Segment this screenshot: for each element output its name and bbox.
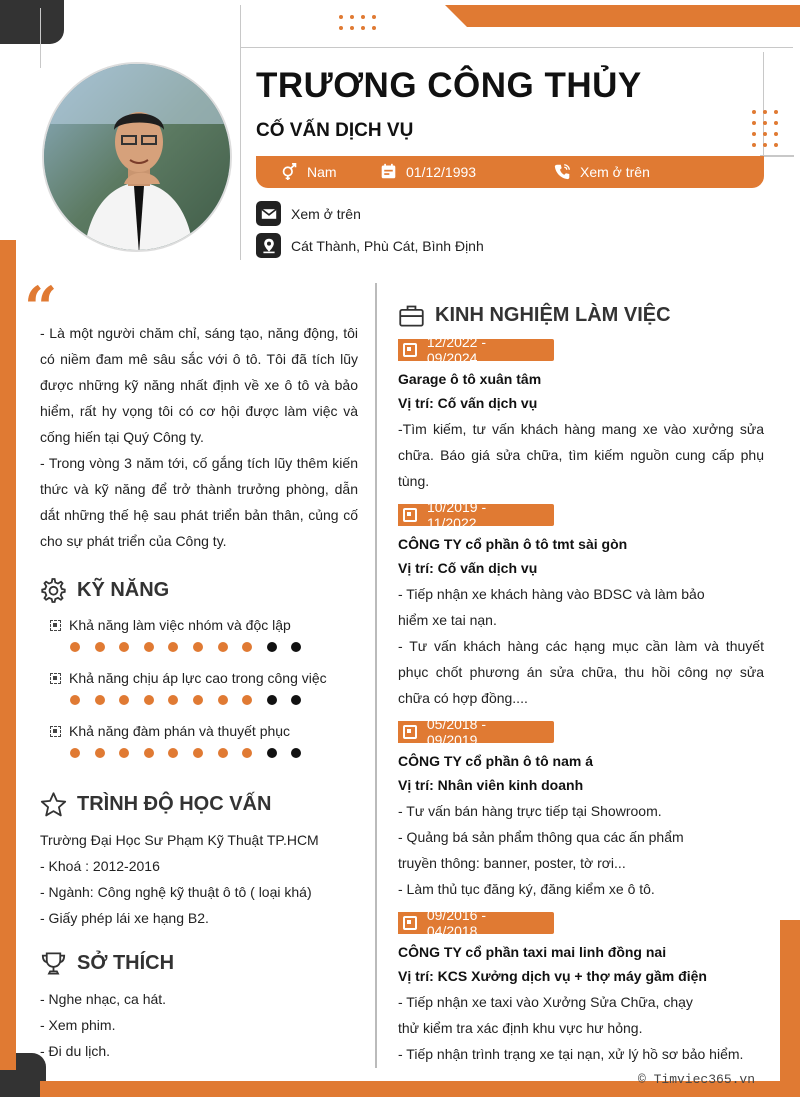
skill-rating-dot: [267, 642, 277, 652]
skill-rating-dot: [193, 642, 203, 652]
skill-rating-dot: [291, 642, 301, 652]
gear-icon: [40, 577, 67, 604]
position: Vị trí: KCS Xưởng dịch vụ + thợ máy gầm điện: [398, 968, 707, 984]
skill-rating-dot: [144, 642, 154, 652]
about-paragraph: - Là một người chăm chỉ, sáng tạo, năng động, tôi có niềm đam mê sâu sắc với ô tô. Tôi đã tích lũy được những kỹ năng nhất định về xe ô tô và bảo hiểm, rất hy vọng tôi có cơ hội được làm việc và cống hiến tại Quý Công ty.: [40, 325, 358, 445]
candidate-name: TRƯƠNG CÔNG THỦY: [256, 66, 642, 105]
company-name: CÔNG TY cổ phần ô tô tmt sài gòn: [398, 536, 628, 552]
experience-desc: hiểm xe tai nạn.: [398, 612, 497, 628]
skill-rating-dot: [291, 748, 301, 758]
calendar-icon: [403, 916, 417, 930]
skill-rating-dot: [218, 642, 228, 652]
phone-value: Xem ở trên: [580, 163, 650, 180]
skill-rating: [70, 748, 330, 758]
about-paragraph: - Trong vòng 3 năm tới, cố gắng tích lũy thêm kiến thức và kỹ năng để trở thành trưởng phòng, dẫn dắt những thế hệ sau phát triển bản thân, củng cố cho sự phát triển của Công ty.: [40, 455, 358, 549]
experience-desc: - Quảng bá sản phẩm thông qua các ấn phẩm: [398, 829, 684, 845]
address-value: Cát Thành, Phù Cát, Bình Định: [291, 237, 484, 254]
education-heading: [40, 791, 271, 818]
skill-rating-dot: [144, 748, 154, 758]
skill-item: [50, 723, 330, 758]
hobby-line: - Nghe nhạc, ca hát.: [40, 991, 167, 1007]
experience-desc: - Làm thủ tục đăng ký, đăng kiểm xe ô tô.: [398, 881, 655, 897]
email-icon-wrap: [256, 201, 281, 226]
skill-rating-dot: [242, 695, 252, 705]
skill-rating-dot: [242, 642, 252, 652]
skill-rating-dot: [291, 695, 301, 705]
job-title: CỐ VẤN DỊCH VỤ: [256, 120, 414, 141]
date-badge: [398, 907, 554, 939]
skill-rating-dot: [95, 642, 105, 652]
date-badge: [398, 334, 554, 366]
skill-rating-dot: [119, 642, 129, 652]
calendar-icon: [403, 343, 417, 357]
gender-icon: [281, 163, 298, 180]
experience-desc: - Tư vấn bán hàng trực tiếp tại Showroom.: [398, 803, 662, 819]
skill-rating-dot: [144, 695, 154, 705]
skill-rating-dot: [70, 748, 80, 758]
column-divider: [375, 283, 377, 1068]
birthday-value: 01/12/1993: [406, 163, 477, 180]
experience-heading: [398, 302, 671, 329]
skill-rating-dot: [242, 748, 252, 758]
experience-item: [398, 907, 764, 1067]
skill-name: Khả năng đàm phán và thuyết phục: [69, 723, 291, 739]
experience-title: KINH NGHIỆM LÀM VIỆC: [435, 304, 671, 326]
portrait-photo-icon: [44, 64, 232, 252]
phone-icon: [554, 163, 571, 180]
skill-rating-dot: [267, 748, 277, 758]
right-accent-bar: [780, 920, 800, 1097]
experience-desc: - Tư vấn khách hàng các hạng mục cần làm và thuyết phục chốt phương án sửa chữa, thu hồi công nợ sửa chữa có hợp đồng....: [398, 638, 764, 706]
star-icon: [40, 791, 67, 818]
education-line: - Ngành: Công nghệ kỹ thuật ô tô ( loại khá): [40, 884, 312, 900]
dot-grid-right: [752, 110, 778, 147]
education-line: Trường Đại Học Sư Phạm Kỹ Thuật TP.HCM: [40, 832, 319, 848]
education-content: [40, 827, 360, 931]
quote-icon: “: [24, 274, 58, 342]
hobby-line: - Đi du lịch.: [40, 1043, 111, 1059]
briefcase-icon: [398, 302, 425, 329]
experience-date: 12/2022 - 09/2024: [426, 334, 487, 366]
experience-date: 10/2019 - 11/2022: [426, 499, 487, 531]
skills-title: KỸ NĂNG: [77, 579, 170, 601]
skill-name: Khả năng chịu áp lực cao trong công việc: [69, 670, 327, 686]
skill-rating-dot: [267, 695, 277, 705]
experience-desc: truyền thông: banner, poster, tờ rơi...: [398, 855, 626, 871]
envelope-icon: [261, 206, 277, 222]
calendar-icon: [403, 508, 417, 522]
skill-bullet-icon: [50, 726, 61, 737]
address-icon-wrap: [256, 233, 281, 258]
top-accent-bar: [445, 5, 800, 27]
skill-rating-dot: [168, 748, 178, 758]
phone-info: [554, 163, 650, 180]
trophy-icon: [40, 950, 67, 977]
experience-item: [398, 334, 764, 494]
skill-rating-dot: [218, 695, 228, 705]
map-pin-icon: [261, 238, 277, 254]
calendar-icon: [380, 163, 397, 180]
gender-info: [281, 163, 337, 180]
skill-item: [50, 670, 330, 705]
position: Vị trí: Cố vấn dịch vụ: [398, 395, 538, 411]
skill-bullet-icon: [50, 673, 61, 684]
experience-date: 05/2018 - 09/2019: [426, 716, 487, 748]
skill-rating-dot: [193, 695, 203, 705]
skill-rating: [70, 642, 330, 652]
skill-rating-dot: [168, 642, 178, 652]
position: Vị trí: Cố vấn dịch vụ: [398, 560, 538, 576]
dot-grid-top: [339, 15, 376, 30]
position: Vị trí: Nhân viên kinh doanh: [398, 777, 584, 793]
left-accent-bar: [0, 240, 16, 1070]
education-line: - Khoá : 2012-2016: [40, 858, 160, 874]
corner-decoration-top-left: [0, 0, 64, 44]
personal-info-bar: [256, 156, 764, 188]
experience-desc: -Tìm kiếm, tư vấn khách hàng mang xe vào xưởng sửa chữa. Báo giá sửa chữa, tìm kiếm nguồn cung cấp phụ tùng.: [398, 421, 764, 489]
company-name: CÔNG TY cổ phần ô tô nam á: [398, 753, 593, 769]
hobbies-title: SỞ THÍCH: [77, 952, 175, 974]
date-badge: [398, 716, 554, 748]
skill-item: [50, 617, 330, 652]
hobbies-content: [40, 986, 360, 1064]
address-row: [256, 233, 484, 258]
email-value: Xem ở trên: [291, 205, 361, 222]
skill-name: Khả năng làm việc nhóm và độc lập: [69, 617, 291, 633]
avatar-frame-line: [240, 5, 241, 260]
skill-rating-dot: [119, 695, 129, 705]
hobbies-heading: [40, 950, 174, 977]
skill-rating-dot: [70, 642, 80, 652]
skill-bullet-icon: [50, 620, 61, 631]
header-line-right: [760, 155, 794, 157]
email-row: [256, 201, 361, 226]
skill-rating-dot: [119, 748, 129, 758]
experience-date: 09/2016 - 04/2018: [426, 907, 487, 939]
skills-heading: [40, 577, 169, 604]
header-line: [240, 47, 793, 48]
company-name: Garage ô tô xuân tâm: [398, 371, 542, 387]
gender-value: Nam: [307, 163, 337, 180]
hobby-line: - Xem phim.: [40, 1017, 116, 1033]
experience-item: [398, 716, 764, 902]
left-line: [40, 8, 41, 68]
skill-rating-dot: [218, 748, 228, 758]
avatar: [42, 62, 232, 252]
experience-desc: - Tiếp nhận xe taxi vào Xưởng Sửa Chữa, chạy: [398, 994, 693, 1010]
skill-rating-dot: [193, 748, 203, 758]
skill-rating: [70, 695, 330, 705]
skill-rating-dot: [70, 695, 80, 705]
experience-desc: - Tiếp nhận trình trạng xe tại nạn, xử lý hồ sơ bảo hiểm.: [398, 1046, 744, 1062]
watermark: © Timviec365.vn: [638, 1072, 756, 1087]
date-badge: [398, 499, 554, 531]
skill-rating-dot: [95, 695, 105, 705]
company-name: CÔNG TY cổ phần taxi mai linh đồng nai: [398, 944, 667, 960]
skill-rating-dot: [95, 748, 105, 758]
calendar-icon: [403, 725, 417, 739]
birthday-info: [380, 163, 476, 180]
about-section: [40, 320, 358, 554]
experience-desc: thử kiểm tra xác định khu vực hư hỏng.: [398, 1020, 643, 1036]
skill-rating-dot: [168, 695, 178, 705]
education-line: - Giấy phép lái xe hạng B2.: [40, 910, 209, 926]
experience-item: [398, 499, 764, 711]
experience-desc: - Tiếp nhận xe khách hàng vào BDSC và làm bảo: [398, 586, 705, 602]
education-title: TRÌNH ĐỘ HỌC VẤN: [77, 793, 272, 815]
